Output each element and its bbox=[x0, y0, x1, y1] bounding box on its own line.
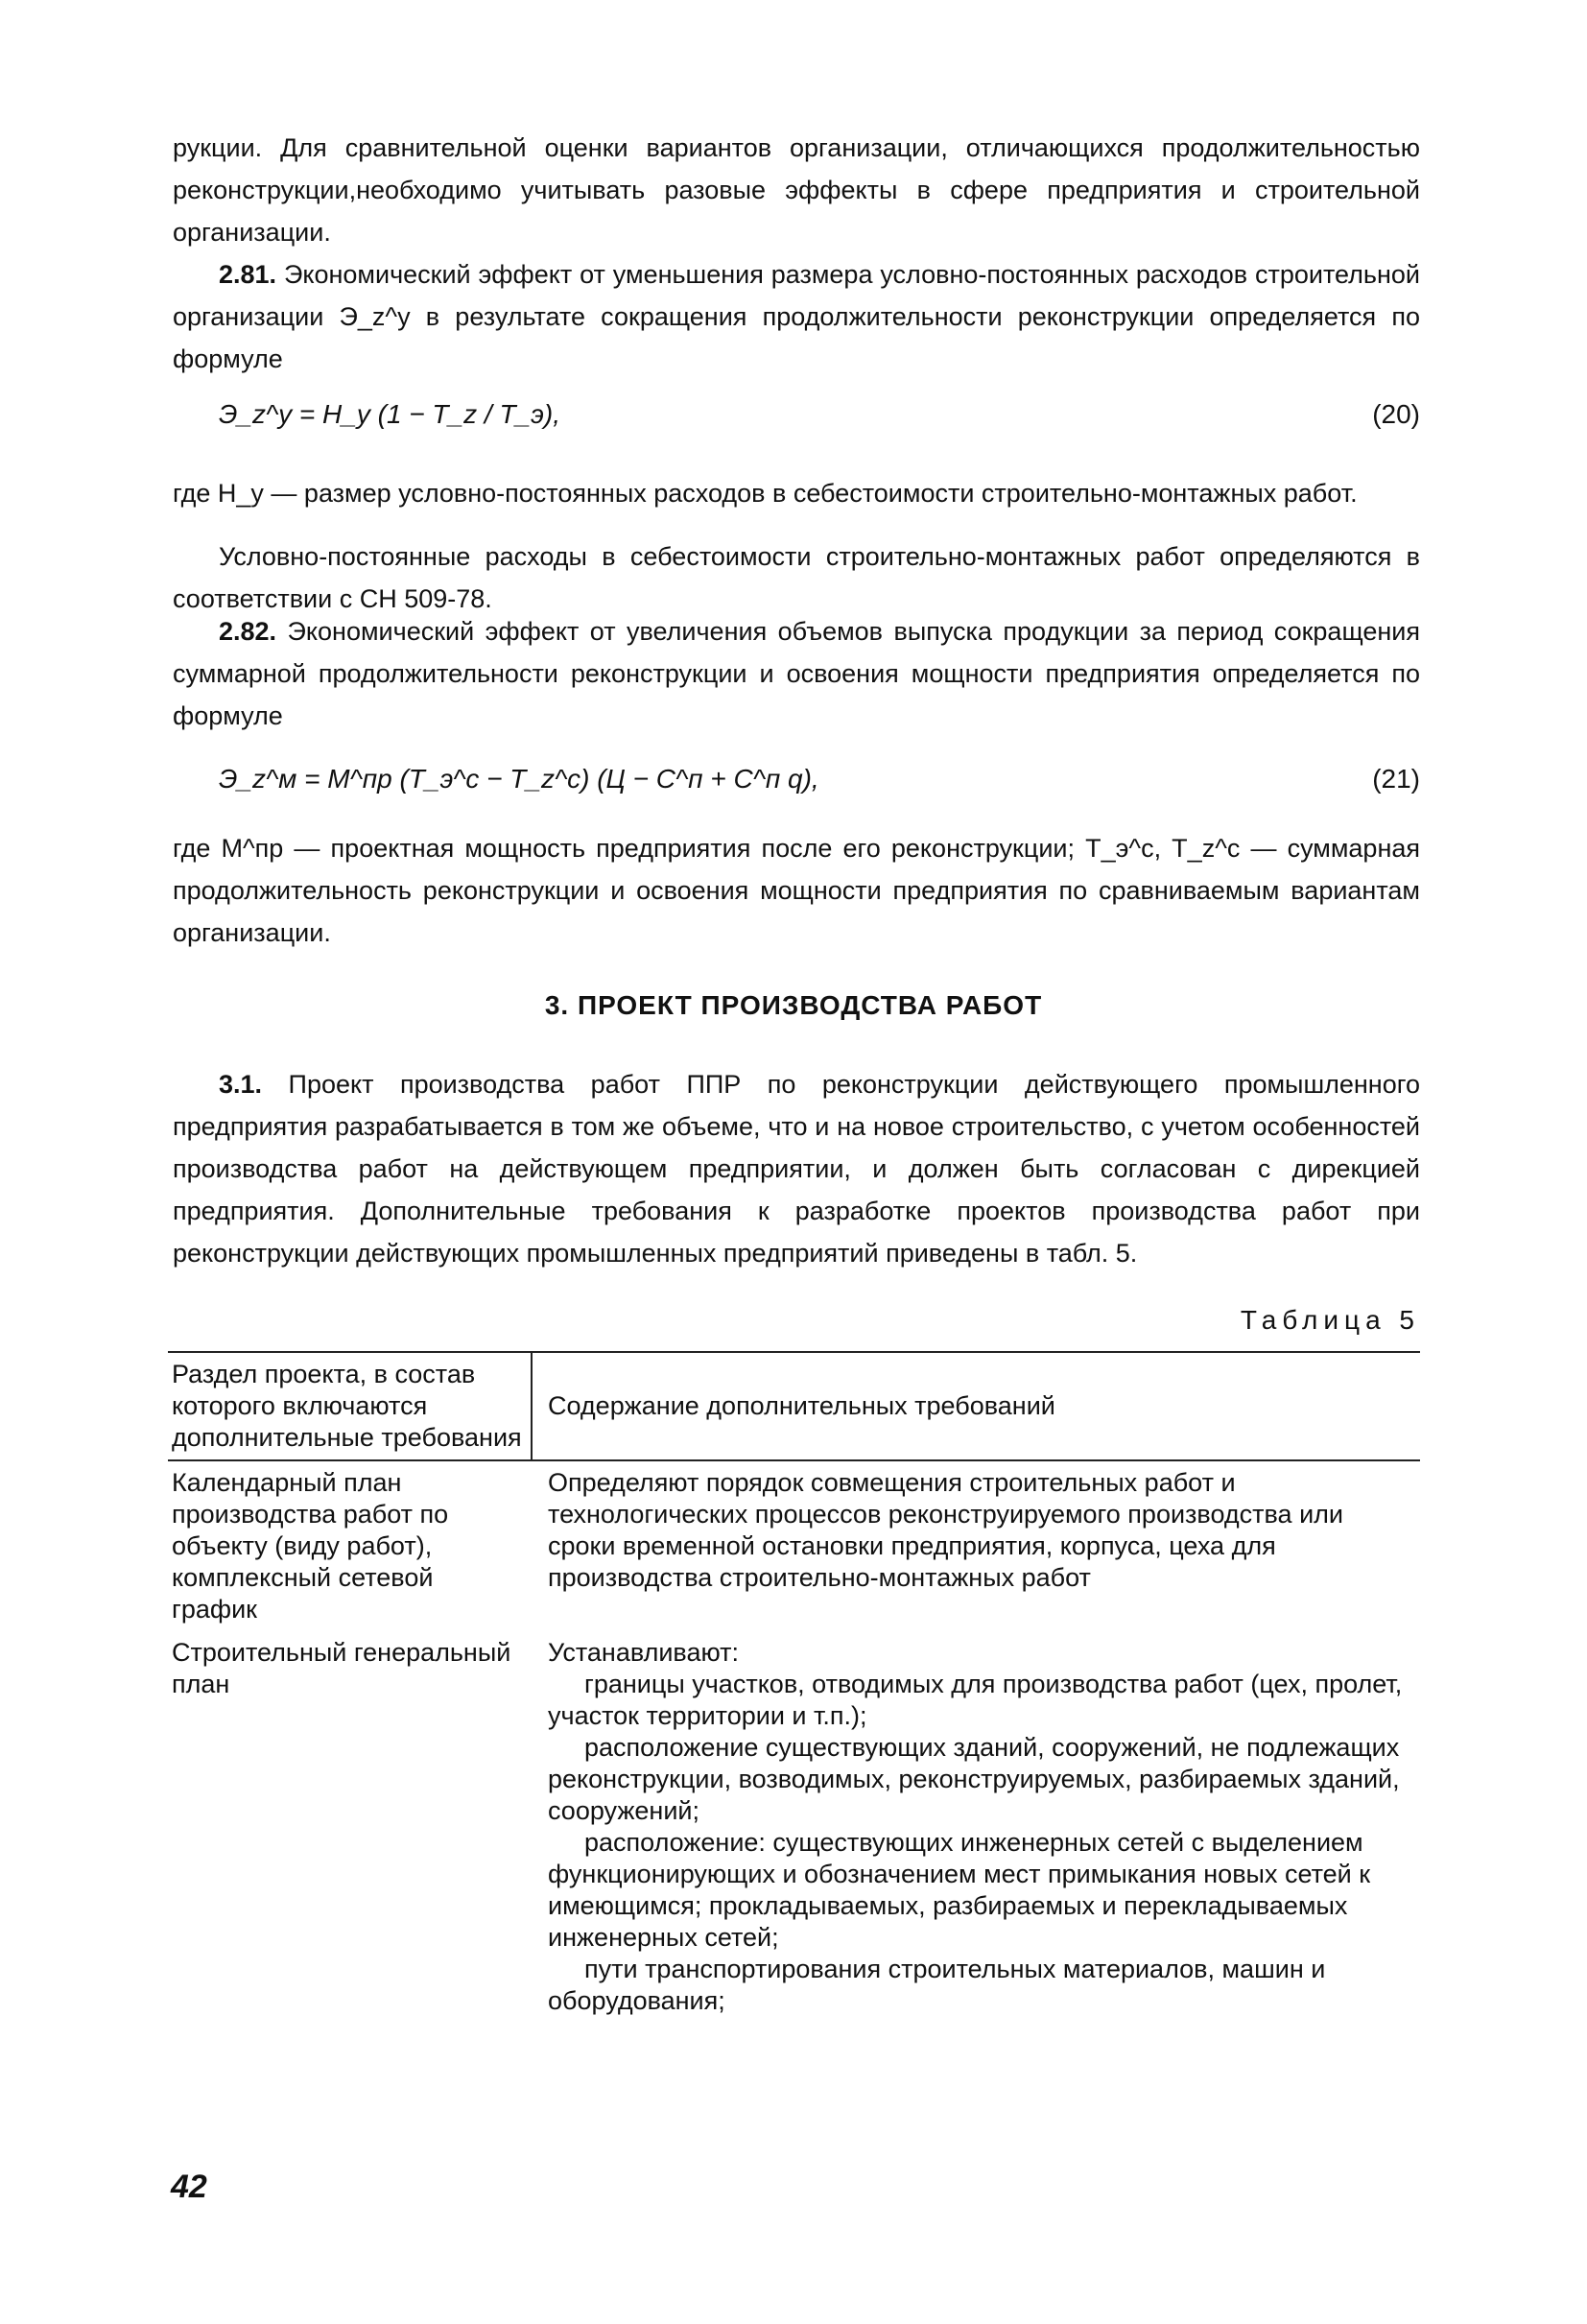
requirement-item: расположение: существующих инженерных сетей с выделением функционирующих и обозначением мест примыкания новых сетей к имеющимся; прокладываемых, разбираемых и перекладываемых инженерных сетей; bbox=[548, 1828, 1371, 1952]
formula-20-where: где Н_у — размер условно-постоянных расходов в себестоимости строительно-монтажных работ. bbox=[173, 479, 1358, 508]
formula-21 bbox=[219, 758, 1420, 800]
header-cell-section: Раздел проекта, в состав которого включаются дополнительные требования bbox=[168, 1353, 533, 1459]
requirement-item: расположение существующих зданий, сооружений, не подлежащих реконструкции, возводимых, реконструируемых, разбираемых зданий, сооружений; bbox=[548, 1733, 1400, 1825]
page-number: 42 bbox=[171, 2169, 207, 2205]
table-caption: Таблица 5 bbox=[1240, 1305, 1420, 1335]
table-row bbox=[168, 1631, 1420, 2023]
requirement-lead: Устанавливают: bbox=[548, 1638, 739, 1667]
row-content-cell bbox=[533, 1461, 1420, 1631]
table-header-row bbox=[168, 1353, 1420, 1459]
paragraph-text: Проект производства работ ППР по реконструкции действующего промышленного предприятия разрабатывается в том же объеме, что и на новое строительство, с учетом особенностей производства работ на действующем предприятии, и должен быть согласован с дирекцией предприятия. Дополнительные требования к разработке проектов производства работ при реконструкции действующих промышленных предприятий приведены в табл. 5. bbox=[173, 1070, 1420, 1268]
requirement-item: пути транспортирования строительных материалов, машин и оборудования; bbox=[548, 1955, 1326, 2015]
row-section-cell: Календарный план производства работ по объекту (виду работ), комплексный сетевой график bbox=[172, 1468, 449, 1624]
requirements-table bbox=[168, 1351, 1420, 2023]
formula-expression: Э_z^у = Н_у (1 − Т_z / Т_э), bbox=[219, 399, 560, 429]
paragraph-text: Экономический эффект от уменьшения размера условно-постоянных расходов строительной организации Э_z^у в результате сокращения продолжительности реконструкции определяется по формуле bbox=[173, 260, 1420, 373]
row-section-cell: Строительный генеральный план bbox=[172, 1638, 511, 1698]
formula-number: (20) bbox=[1372, 399, 1420, 429]
paragraph-2-82 bbox=[173, 610, 1420, 737]
formula-21-where: где М^пр — проектная мощность предприятия после его реконструкции; Т_э^с, Т_z^с — суммарная продолжительность реконструкции и освоения мощности предприятия по сравниваемым вариантам организации. bbox=[173, 834, 1420, 947]
formula-number: (21) bbox=[1372, 764, 1420, 794]
paragraph-2-81 bbox=[173, 253, 1420, 380]
requirement-text: Определяют порядок совмещения строительных работ и технологических процессов реконструируемого производства или сроки временной остановки предприятия, корпуса, цеха для производства строительно-монтажных работ bbox=[548, 1468, 1343, 1592]
paragraph-number: 3.1. bbox=[219, 1070, 263, 1099]
intro-paragraph: рукции. Для сравнительной оценки вариантов организации, отличающихся продолжительностью реконструкции,необходимо учитывать разовые эффекты в сфере предприятия и строительной организации. bbox=[173, 133, 1420, 247]
header-cell-content: Содержание дополнительных требований bbox=[548, 1391, 1055, 1420]
paragraph-text: Экономический эффект от увеличения объемов выпуска продукции за период сокращения суммарной продолжительности реконструкции и освоения мощности предприятия определяется по формуле bbox=[173, 617, 1420, 730]
row-content-cell bbox=[533, 1631, 1420, 2023]
paragraph-number: 2.82. bbox=[219, 617, 277, 646]
requirement-item: границы участков, отводимых для производства работ (цех, пролет, участок территории и т.п.); bbox=[548, 1670, 1403, 1730]
paragraph-3-1 bbox=[173, 1063, 1420, 1274]
paragraph-number: 2.81. bbox=[219, 260, 277, 289]
table-row bbox=[168, 1461, 1420, 1631]
paragraph-note: Условно-постоянные расходы в себестоимости строительно-монтажных работ определяются в соответствии с СН 509-78. bbox=[173, 542, 1420, 613]
formula-expression: Э_z^м = М^пр (Т_э^с − Т_z^с) (Ц − С^п + С^п q), bbox=[219, 764, 819, 794]
formula-20 bbox=[219, 393, 1420, 436]
section-heading: 3. ПРОЕКТ ПРОИЗВОДСТВА РАБОТ bbox=[544, 990, 1043, 1020]
